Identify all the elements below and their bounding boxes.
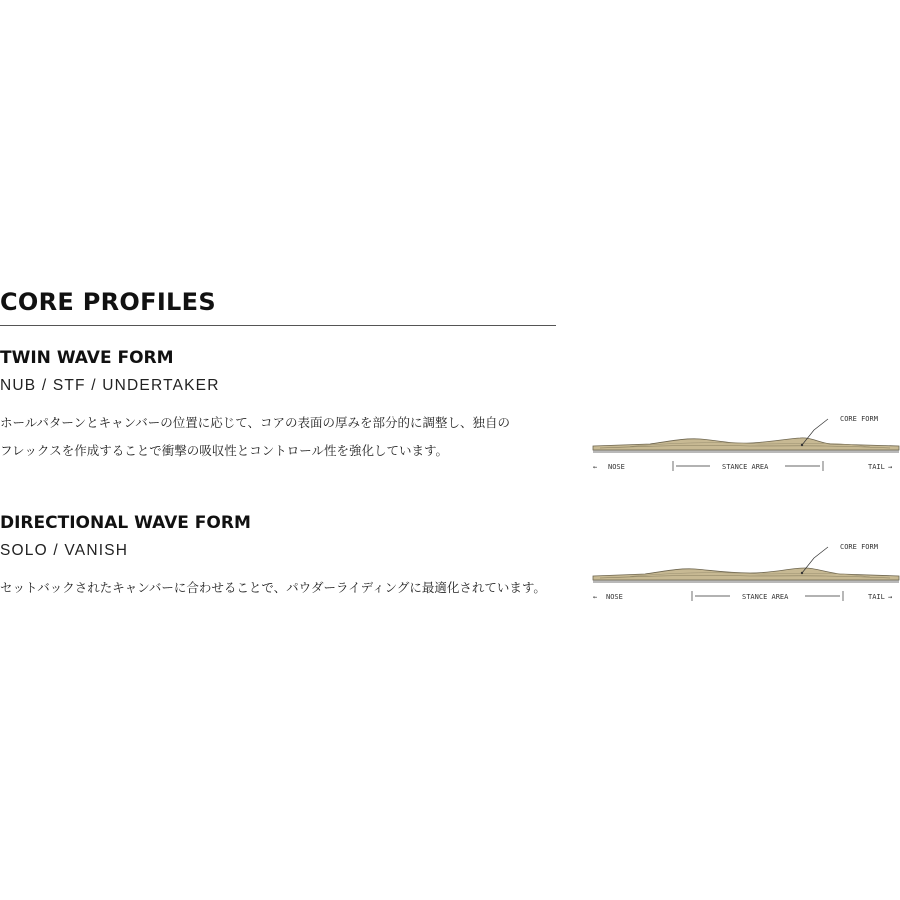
section-models: NUB / STF / UNDERTAKER [0, 377, 220, 394]
page-title: CORE PROFILES [0, 288, 216, 316]
stance-label: STANCE AREA [742, 593, 789, 601]
section-description-line-2: フレックスを作成することで衝撃の吸収性とコントロール性を強化しています。 [0, 443, 449, 458]
core-layer [593, 438, 899, 450]
core-profile-diagram [590, 538, 900, 610]
section-title: TWIN WAVE FORM [0, 348, 174, 368]
callout-label: CORE FORM [840, 415, 878, 423]
tail-label-text: TAIL [868, 463, 885, 471]
section-description-line-1: ホールパターンとキャンバーの位置に応じて、コアの表面の厚みを部分的に調整し、独自の [0, 415, 511, 430]
core-profile-diagram [590, 408, 900, 478]
board-base [593, 580, 899, 583]
tail-label: → [888, 463, 893, 471]
nose-label-text: NOSE [606, 593, 623, 601]
nose-label: ← [593, 593, 598, 601]
title-divider [0, 325, 556, 326]
callout-dot [801, 444, 803, 446]
section-title: DIRECTIONAL WAVE FORM [0, 513, 251, 533]
board-base [593, 450, 899, 453]
callout-label: CORE FORM [840, 543, 878, 551]
section-models: SOLO / VANISH [0, 542, 129, 559]
nose-label: ← [593, 463, 598, 471]
core-layer [593, 568, 899, 580]
tail-label-text: TAIL [868, 593, 885, 601]
nose-label-text: NOSE [608, 463, 625, 471]
callout-dot [801, 572, 803, 574]
tail-label: → [888, 593, 893, 601]
section-description-line-1: セットバックされたキャンバーに合わせることで、パウダーライディングに最適化されています。 [0, 580, 546, 595]
stance-label: STANCE AREA [722, 463, 769, 471]
